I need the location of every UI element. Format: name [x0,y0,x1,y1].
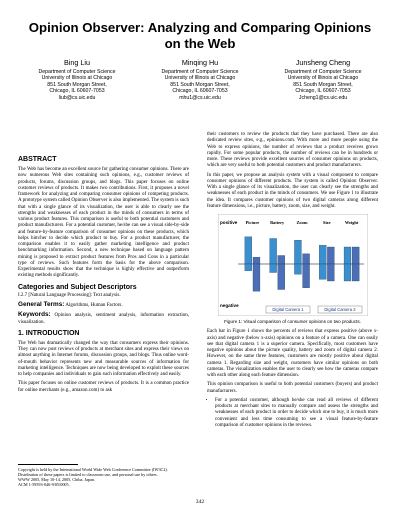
author-dept: Department of Computer Science [161,69,239,75]
categories-text: I.2.7 [Natural Language Processing]: Text analysis. [18,292,121,298]
general-terms [18,302,189,309]
left-column [18,152,189,397]
bar-positive [352,247,359,264]
author-3 [264,58,382,101]
bar-negative [352,264,359,281]
abstract-text: The Web has become an excellent source for gathering consumer opinions. There are now numerous Web sites containing such opinions, e.g., customer reviews of products, forums, discussion groups, and blogs. This paper focuses on online customer reviews of products. It makes two contributions. First, it proposes a novel framework for analyzing and comparing consumer opinions of competing products. A prototype system called Opinion Observer is also implemented. The system is such that with a single glance of its visualization, the user is able to clearly see the strengths and weaknesses of each product in the minds of consumers in terms of various product features. This comparison is useful to both potential customers and product manufacturers. For a potential customer, he/she can see a visual side-by-side and feature-by-feature comparison of consumer opinions on these products, which helps him/her to decide which product to buy. For a product manufacturer, the comparison enables it to easily gather marketing intelligence and product benchmarking information. Second, a new technique based on language pattern mining is proposed to extract product features from Pros and Cons in a particular type of reviews. Such features form the basis for the above comparison. Experimental results show that the technique is highly effective and outperform existing methods significantly. [18,167,189,279]
intro-heading: 1. INTRODUCTION [18,329,80,337]
bar-positive [294,240,301,264]
author-city: Chicago, IL 60607-7053 [172,88,228,95]
bar-positive [277,256,284,265]
page-number: 342 [195,499,205,505]
author-name: Minqing Hu [181,58,219,67]
bar-negative [294,264,301,274]
author-univ: University of Illinois at Chicago [164,75,236,82]
bar-negative [319,264,326,279]
category-label: Battery [269,220,284,225]
bar-positive [319,245,326,264]
paper-title [20,20,380,52]
right-column [207,132,378,429]
footnote-text: Copyright is held by the International World Wide Web Conference Committee (IW3C2). Distribution of these papers is limited to classroom use, and personal use by others. WWW 2005, May 10-14, 2005, Chiba, Japan. ACM 1-59593-046-9/05/0005. [18,467,168,488]
author-name: Junsheng Cheng [295,58,351,67]
author-block [18,58,382,101]
bar-positive [344,247,351,264]
opinion-chart [218,214,368,316]
bar-positive [302,254,309,264]
author-univ: University of Illinois at Chicago [287,75,359,82]
keywords [18,312,189,326]
bullet-item: • For a potential customer, although he/she can read all reviews of different products at merchant sites to manually compare and assess the strengths and weaknesses of each product in order to decide which one to buy, it is much more convenient and less time consuming to see a visual feature-by-feature comparison of customer opinions in the reviews. [215,398,378,429]
copyright-footnote [18,464,189,487]
title-line-2: on the Web [164,36,236,51]
bar-negative [344,264,351,281]
author-city: Chicago, IL 60607-7053 [295,88,351,95]
general-terms-heading: General Terms: [18,301,65,308]
keywords-heading: Keywords: [18,311,51,319]
author-2 [141,58,259,101]
author-street: 851 South Morgan Street, [293,81,353,88]
negative-label: negative [219,303,239,308]
bar-negative [277,264,284,290]
figure-1 [218,214,368,316]
bullet-list [207,398,378,429]
author-dept: Department of Computer Science [284,69,362,75]
bar-positive [269,239,276,265]
author-univ: University of Illinois at Chicago [41,75,113,82]
right-paragraph-4: This opinion comparison is useful to both potential customers (buyers) and product manufacturers. [207,382,378,394]
author-email[interactable]: mhu1@cs.uic.edu [179,94,221,101]
author-street: 851 South Morgan Street, [170,81,230,88]
legend-entry: Digital Camera 2 [323,307,356,312]
author-dept: Department of Computer Science [38,69,116,75]
categories-heading: Categories and Subject Descriptors [18,283,137,291]
category-label: Size [322,220,331,225]
author-email[interactable]: Jcheng1@cs.uic.edu [298,94,348,101]
bar-positive [244,237,251,264]
positive-label: positive [219,220,237,225]
intro-paragraph-2: This paper focuses on online customer reviews of products. It is a common practice for online merchants (e.g., amazon.com) to ask [18,381,189,393]
footnote-rule [18,464,78,465]
bar-negative [244,264,251,271]
intro-paragraph-1: The Web has dramatically changed the way that consumers express their opinions. They can now post reviews of products at merchant sites and express their views on almost anything in Internet forums, discussion groups, and blogs. Thus online word-of-mouth behavior represents new and measurable sources of information for marketing intelligence. Techniques are now being developed to exploit these sources to help companies and individuals to gain such information effectively and easily. [18,340,189,377]
general-terms-text: Algorithms, Human Factors. [65,303,123,308]
bar-positive [253,257,260,264]
author-name: Bing Liu [64,58,90,67]
author-email[interactable]: liub@cs.uic.edu [58,94,96,101]
keywords-text: Opinion analysis, sentiment analysis, information extraction, visualization. [18,313,189,325]
author-1 [18,58,136,101]
author-street: 851 South Morgan Street, [47,81,107,88]
author-city: Chicago, IL 60607-7053 [49,88,105,95]
legend-entry: Digital Camera 1 [271,307,304,312]
bar-negative [302,264,309,288]
bar-negative [269,264,276,273]
right-paragraph-2: In this paper, we propose an analysis system with a visual component to compare consumer opinions of different products. The system is called Opinion Observer. With a single glance of its visualization, the user can clearly see the strengths and weaknesses of each product in the minds of consumers. We use Figure 1 to illustrate the idea. It compares customer opinions of two digital cameras along different feature dimensions, i.e., picture, battery, zoom, size, and weight. [207,172,378,209]
figure-caption: Figure 1: Visual comparison of consumer opinions on two products. [224,319,361,324]
category-label: Zoom [296,220,307,225]
bar-negative [327,264,334,281]
bar-positive [327,247,334,264]
category-label: Weight [344,220,358,225]
right-paragraph-1: their customers to review the products that they have purchased. There are also dedicated review sites, e.g., epinions.com. With more and more people using the Web to express opinions, the number of reviews that a product receives grows rapidly. For some popular products, the number of reviews can be in hundreds or more. These reviews provide excellent sources of consumer opinions on products, which are very useful to both potential customers and product manufacturers. [207,132,378,169]
category-label: Picture [245,220,259,225]
bar-negative [253,264,260,291]
right-paragraph-3: Each bar in Figure 1 shows the percents of reviews that express positive (above x-axis) and negative (below x-axis) opinions on a feature of a camera. One can easily see that digital camera 1 is a superior camera. Specifically, most customers have negative opinions about the picture quality, battery and zoom of digital camera 2. However, on the same three features, customers are mostly positive about digital camera 1. Regarding size and weight, customers have similar opinions on both cameras. The visualization enables the user to clearly see how the cameras compare with each other along each feature dimension. [207,329,378,378]
abstract-heading: ABSTRACT [18,156,57,163]
title-line-1: Opinion Observer: Analyzing and Comparing Opinions [28,20,372,35]
